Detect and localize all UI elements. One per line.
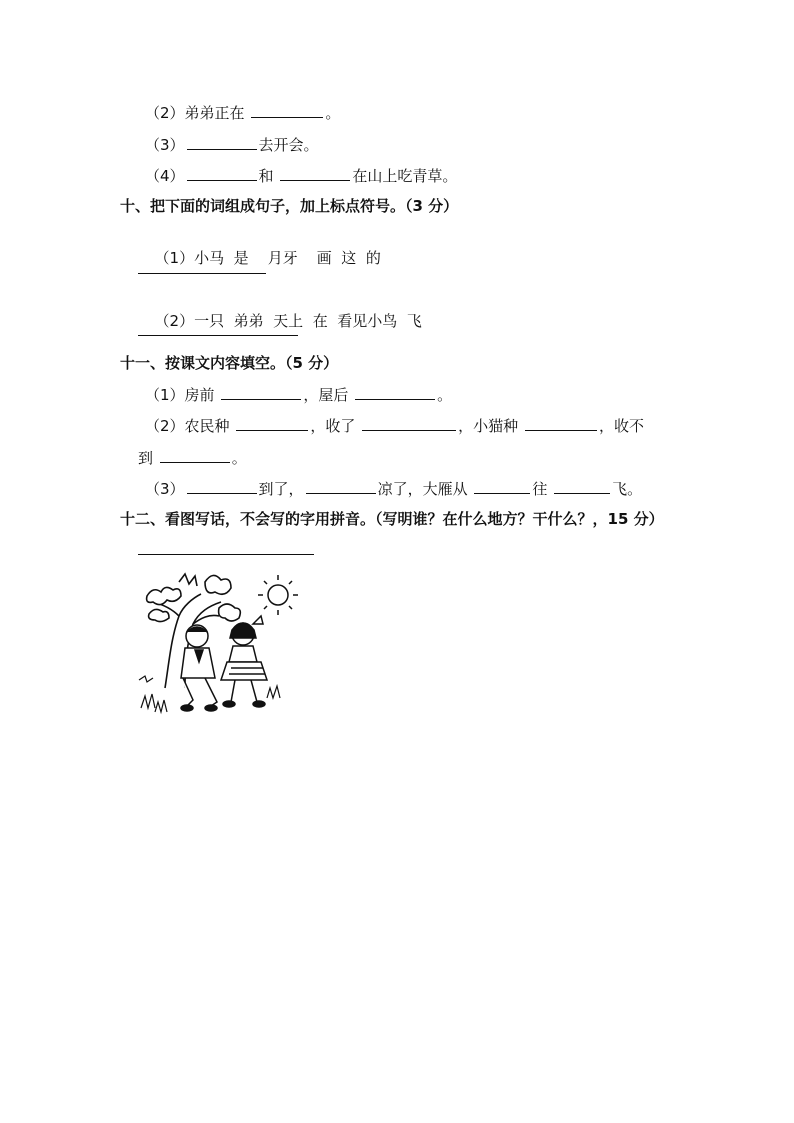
answer-blank[interactable] (187, 165, 257, 181)
answer-blank[interactable] (221, 384, 301, 400)
q11-item-2: （2）农民种 ，收了 ，小猫种 ，收不 (145, 417, 644, 435)
answer-blank[interactable] (187, 134, 257, 150)
answer-blank[interactable] (187, 478, 257, 494)
item-number: （2） (145, 417, 185, 435)
sun-icon (258, 575, 298, 615)
item-number: （1） (145, 386, 185, 404)
item-number: （2） (154, 312, 195, 330)
answer-line[interactable] (138, 273, 266, 274)
answer-blank[interactable] (236, 415, 308, 431)
q11-item-3: （3） 到了， 凉了，大雁从 往 飞。 (145, 480, 643, 498)
q11-item-2-continued: 到 。 (138, 449, 247, 467)
answer-blank[interactable] (306, 478, 376, 494)
children-under-tree-illustration (135, 568, 305, 718)
q9-item-2: （2）弟弟正在 。 (145, 104, 341, 122)
q10-heading: 十、把下面的词组成句子，加上标点符号。（3 分） (120, 197, 459, 215)
item-number: （1） (154, 249, 195, 267)
q11-heading: 十一、按课文内容填空。（5 分） (120, 354, 339, 372)
answer-blank[interactable] (525, 415, 597, 431)
item-number: （3） (145, 136, 185, 154)
answer-blank[interactable] (362, 415, 456, 431)
answer-blank[interactable] (355, 384, 435, 400)
answer-line[interactable] (138, 554, 314, 555)
q9-item-4: （4） 和 在山上吃青草。 (145, 167, 458, 185)
answer-blank[interactable] (474, 478, 530, 494)
word-list: 小马 是 月牙 画 这 的 (194, 249, 381, 267)
q10-item-1 (145, 228, 381, 268)
girl-icon (221, 616, 267, 707)
answer-blank[interactable] (554, 478, 610, 494)
q11-item-1: （1）房前 ，屋后 。 (145, 386, 453, 404)
answer-blank[interactable] (280, 165, 350, 181)
q9-item-3: （3） 去开会。 (145, 136, 319, 154)
item-number: （3） (145, 480, 185, 498)
answer-line[interactable] (138, 335, 298, 336)
boy-icon (181, 625, 217, 711)
item-number: （2） (145, 104, 185, 122)
word-list: 一只 弟弟 天上 在 看见小鸟 飞 (194, 312, 422, 330)
answer-blank[interactable] (251, 102, 323, 118)
answer-blank[interactable] (160, 447, 230, 463)
item-number: （4） (145, 167, 185, 185)
q10-item-2 (145, 291, 422, 331)
q12-heading: 十二、看图写话，不会写的字用拼音。（写明谁？在什么地方？干什么？，15 分） (120, 510, 664, 528)
